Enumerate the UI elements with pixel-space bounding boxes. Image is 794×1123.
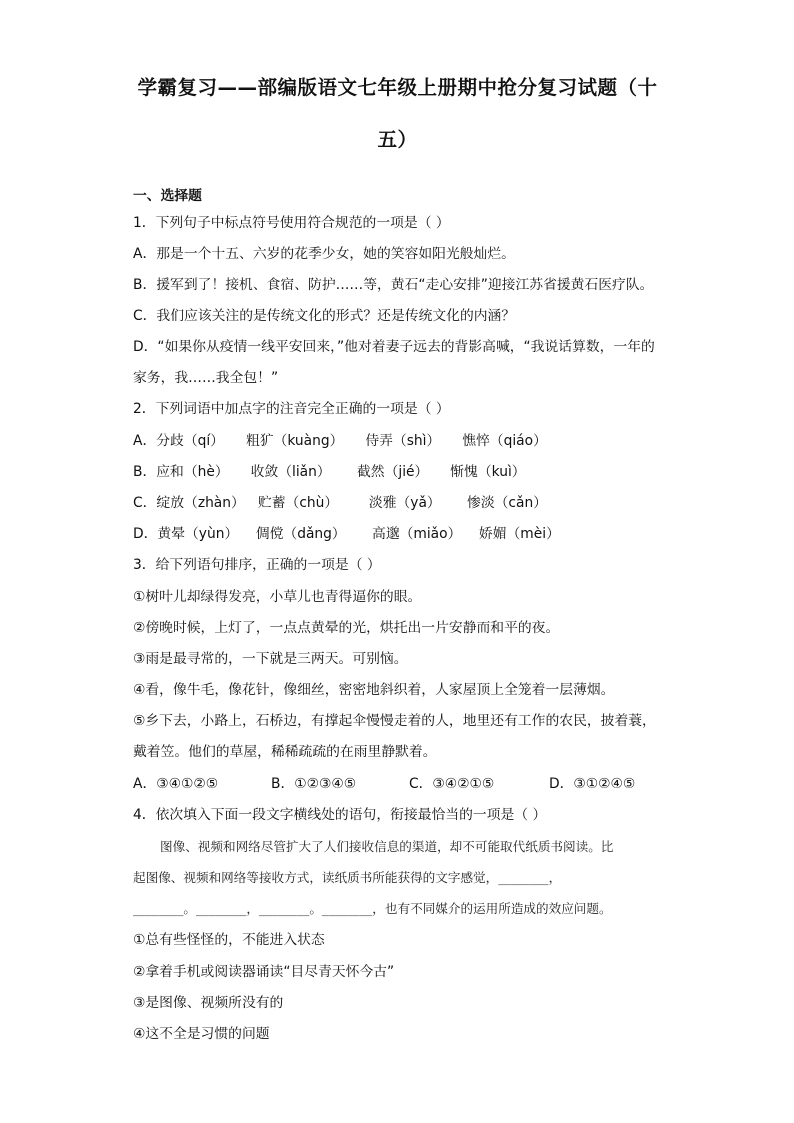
question-1-option-a: A．那是一个十五、六岁的花季少女，她的笑容如阳光般灿烂。 [133,246,515,262]
question-2-stem: 2．下列词语中加点字的注音完全正确的一项是（ ） [133,401,450,417]
question-1-option-d: D．“如果你从疫情一线平安回来，”他对着妻子远去的背影高喊，“我说话算数，一年的 [133,339,655,355]
question-2-option-a: A．分歧（qí） 粗犷（kuàng） 侍弄（shì） 憔悴（qiáo） [133,433,547,449]
question-2-option-d: D．黄晕（yùn） 倜傥（dǎng） 高邈（miǎo） 娇媚（mèi） [133,526,560,542]
title-line-1: 学霸复习——部编版语文七年级上册期中抢分复习试题（十 [137,76,658,99]
question-1-option-b: B．援军到了！接机、食宿、防护……等，黄石“走心安排”迎接江苏省援黄石医疗队。 [133,277,654,293]
question-3-options [133,774,673,794]
question-4-sentence-1: ①总有些怪怪的，不能进入状态 [133,932,325,948]
question-4-sentence-4: ④这不全是习惯的问题 [133,1026,270,1042]
question-4-sentence-2: ②拿着手机或阅读器诵读“目尽青天怀今古” [133,964,395,980]
question-4-sentence-3: ③是图像、视频所没有的 [133,995,284,1011]
question-2-option-c: C．绽放（zhàn） 贮蓄（chù） 淡雅（yǎ） 惨淡（cǎn） [133,495,548,511]
question-4-passage-line-1: 图像、视频和网络尽管扩大了人们接收信息的渠道，却不可能取代纸质书阅读。比 [160,839,614,854]
question-3-sentence-3: ③雨是最寻常的，一下就是三两天。可别恼。 [133,651,408,667]
question-3-stem: 3．给下列语句排序，正确的一项是（ ） [133,557,381,573]
question-3-sentence-4: ④看，像牛毛，像花针，像细丝，密密地斜织着，人家屋顶上全笼着一层薄烟。 [133,682,615,698]
question-4-passage-line-3: ________。________，________。________，也有不同媒介的运用所造成的效应问题。 [133,901,612,916]
question-3-option-c: C．③④②①⑤ [409,776,495,792]
question-3-sentence-2: ②傍晚时候，上灯了，一点点黄晕的光，烘托出一片安静而和平的夜。 [133,620,560,636]
title-line-2: 五） [377,128,418,151]
question-3-option-a: A．③④①②⑤ [133,776,219,792]
question-3-option-b: B．①②③④⑤ [271,776,357,792]
page-title [120,62,675,166]
question-1-option-d-cont: 家务，我……我全包！” [133,370,279,386]
question-3-sentence-5: ⑤乡下去，小路上，石桥边，有撑起伞慢慢走着的人，地里还有工作的农民，披着蓑， [133,713,656,729]
question-1-stem: 1．下列句子中标点符号使用符合规范的一项是（ ） [133,215,450,231]
question-4-passage-line-2: 起图像、视频和网络等接收方式，读纸质书所能获得的文字感觉，________， [133,870,562,885]
section-heading: 一、选择题 [133,188,202,204]
question-3-sentence-1: ①树叶儿却绿得发亮，小草儿也青得逼你的眼。 [133,589,422,605]
question-1-option-c: C．我们应该关注的是传统文化的形式？还是传统文化的内涵？ [133,308,516,324]
question-3-sentence-5-cont: 戴着笠。他们的草屋，稀稀疏疏的在雨里静默着。 [133,744,437,760]
question-3-option-d: D．③①②④⑤ [549,776,636,792]
question-2-option-b: B．应和（hè） 收敛（liǎn） 截然（jié） 惭愧（kuì） [133,464,526,480]
question-4-stem: 4．依次填入下面一段文字横线处的语句，衔接最恰当的一项是（ ） [133,807,547,823]
